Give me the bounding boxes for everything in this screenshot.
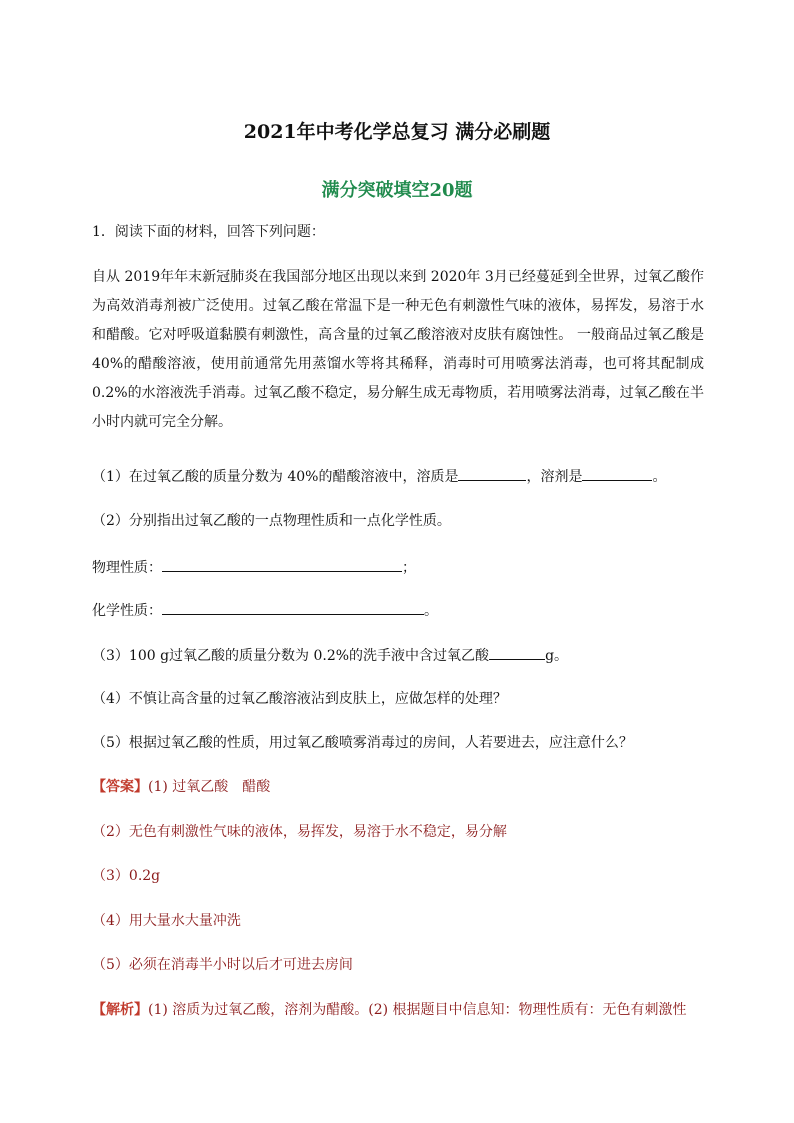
answer-line-3: （3）0.2g — [92, 868, 161, 884]
answer-line-5: （5）必须在消毒半小时以后才可进去房间 — [92, 957, 353, 973]
question-3-text-b: g。 — [545, 648, 569, 664]
answer-blank-solute — [458, 466, 526, 481]
chemical-property-line — [92, 600, 438, 621]
question-1-text-c: 。 — [652, 469, 667, 485]
answer-line-4: （4）用大量水大量冲洗 — [92, 913, 241, 929]
analysis-tag: 【解析】 — [92, 1002, 148, 1018]
physical-property-label: 物理性质： — [92, 560, 162, 576]
answer-tag: 【答案】 — [92, 779, 148, 795]
question-1-text-a: （1）在过氧乙酸的质量分数为 40%的醋酸溶液中，溶质是 — [92, 469, 459, 485]
answer-line-2: （2）无色有刺激性气味的液体，易挥发，易溶于水不稳定，易分解 — [92, 824, 507, 840]
question-2: （2）分别指出过氧乙酸的一点物理性质和一点化学性质。 — [92, 513, 451, 529]
chemical-property-end: 。 — [424, 603, 438, 619]
physical-property-end: ； — [402, 560, 416, 576]
question-1-text-b: ，溶剂是 — [526, 469, 583, 485]
analysis-line — [92, 1000, 687, 1020]
reading-passage: 自从 2019年年末新冠肺炎在我国部分地区出现以来到 2020年 3月已经蔓延到全世界，过氧乙酸作为高效消毒剂被广泛使用。过氧乙酸在常温下是一种无色有刺激性气味的液体，易挥发，易溶于水和醋酸。它对呼吸道黏膜有刺激性，高含量的过氧乙酸溶液对皮肤有腐蚀性。 一般商品过氧乙酸是 40%的醋酸溶液，使用前通常先用蒸馏水等将其稀释，消毒时可用喷雾法消毒，也可将其配制成 0.2%的水溶液洗手消毒。过氧乙酸不稳定，易分解生成无毒物质，若用喷雾法消毒，过氧乙酸在半小时内就可完全分解。 — [92, 269, 704, 430]
answer-1-text: (1) 过氧乙酸 醋酸 — [148, 779, 271, 795]
answer-blank-physical — [162, 557, 402, 572]
answer-blank-mass — [489, 645, 545, 660]
question-intro: 1．阅读下面的材料，回答下列问题： — [92, 224, 325, 240]
question-5: （5）根据过氧乙酸的性质，用过氧乙酸喷雾消毒过的房间，人若要进去，应注意什么？ — [92, 735, 633, 751]
question-4: （4）不慎让高含量的过氧乙酸溶液沾到皮肤上，应做怎样的处理？ — [92, 691, 507, 707]
answer-blank-chemical — [162, 600, 424, 615]
answer-blank-solvent — [582, 466, 652, 481]
answer-line-1 — [92, 777, 270, 797]
physical-property-line — [92, 557, 416, 578]
analysis-text: (1) 溶质为过氧乙酸，溶剂为醋酸。(2) 根据题目中信息知：物理性质有：无色有刺激性 — [148, 1002, 687, 1018]
question-1 — [92, 466, 666, 487]
document-title: 2021年中考化学总复习 满分必刷题 — [243, 121, 551, 143]
chemical-property-label: 化学性质： — [92, 603, 162, 619]
question-3-text-a: （3）100 g过氧乙酸的质量分数为 0.2%的洗手液中含过氧乙酸 — [92, 648, 490, 664]
section-subtitle: 满分突破填空20题 — [321, 180, 473, 201]
question-3 — [92, 645, 568, 666]
